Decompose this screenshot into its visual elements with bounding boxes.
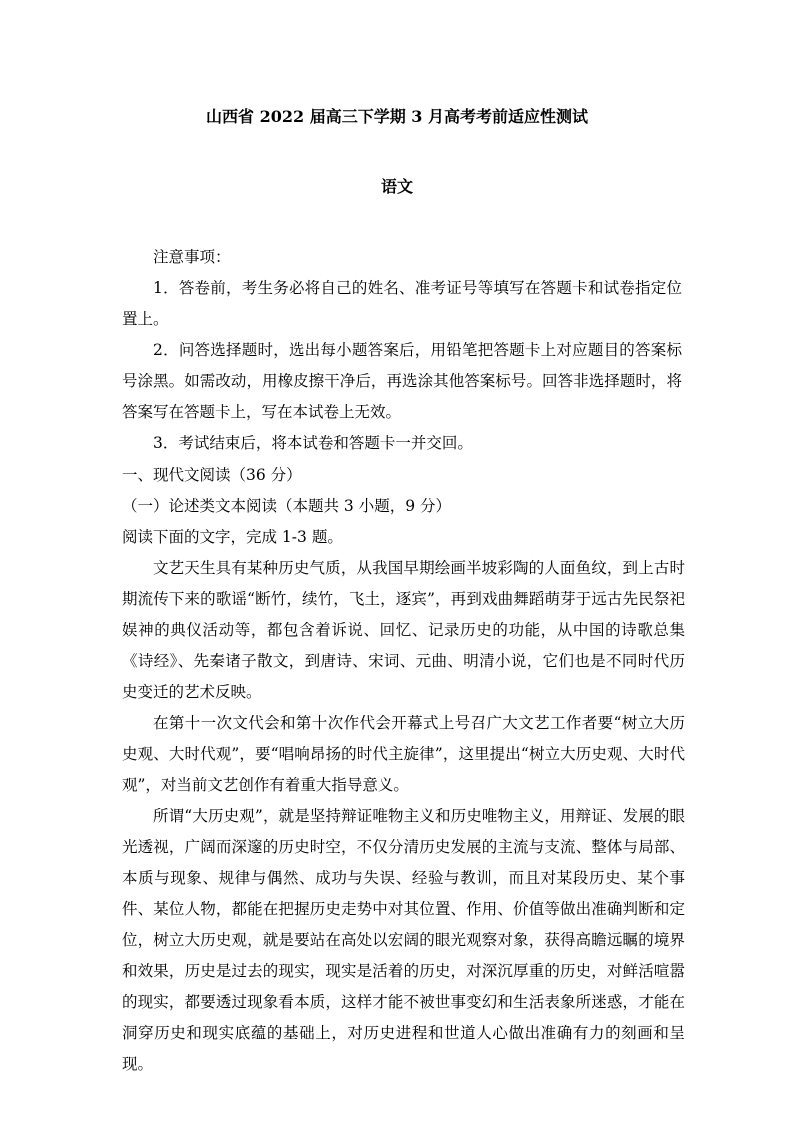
passage-paragraph-2: 在第十一次文代会和第十次作代会开幕式上号召广大文艺工作者要“树立大历史观、大时代观”，要“唱响昂扬的时代主旋律”，这里提出“树立大历史观、大时代观”，对当前文艺创作有着重大指导意义。 [122, 714, 685, 794]
exam-title: 山西省 2022 届高三下学期 3 月高考考前适应性测试 [206, 107, 588, 126]
reading-section [122, 460, 682, 553]
passage-paragraph-1: 文艺天生具有某种历史气质，从我国早期绘画半坡彩陶的人面鱼纹，到上古时期流传下来的歌谣“断竹，续竹，飞土，逐宾”，再到戏曲舞蹈萌芽于远古先民祭祀娱神的典仪活动等，都包含着诉说、回忆、记录历史的功能，从中国的诗歌总集《诗经》、先秦诸子散文，到唐诗、宋词、元曲、明清小说，它们也是不同时代历史变迁的艺术反映。 [122, 559, 685, 701]
passage-paragraph-3: 所谓“大历史观”，就是坚持辩证唯物主义和历史唯物主义，用辩证、发展的眼光透视，广阔而深邃的历史时空，不仅分清历史发展的主流与支流、整体与局部、本质与现象、规律与偶然、成功与失误、经验与教训，而且对某段历史、某个事件、某位人物，都能在把握历史走势中对其位置、作用、价值等做出准确判断和定位，树立大历史观，就是要站在高处以宏阔的眼光观察对象，获得高瞻远瞩的境界和效果，历史是过去的现实，现实是活着的历史，对深沉厚重的历史，对鲜活喧嚣的现实，都要透过现象看本质，这样才能不被世事变幻和生活表象所迷惑，才能在洞穿历史和现实底蕴的基础上，对历史进程和世道人心做出准确有力的刻画和呈现。 [122, 807, 685, 1073]
notice-section [122, 242, 682, 459]
subject-title: 语文 [380, 177, 413, 196]
notice-heading: 注意事项： [153, 248, 231, 266]
notice-item-1: 1．答卷前，考生务必将自己的姓名、准考证号等填写在答题卡和试卷指定位置上。 [122, 279, 682, 328]
subsection-heading: （一）论述类文本阅读（本题共 3 小题，9 分） [122, 497, 452, 515]
section-instruction: 阅读下面的文字，完成 1-3 题。 [122, 528, 343, 546]
section-heading: 一、现代文阅读（36 分） [122, 466, 302, 484]
notice-item-3: 3．考试结束后，将本试卷和答题卡一并交回。 [153, 434, 473, 452]
reading-passage [122, 553, 685, 1080]
notice-item-2: 2．问答选择题时，选出每小题答案后，用铅笔把答题卡上对应题目的答案标号涂黑。如需改动，用橡皮擦干净后，再选涂其他答案标号。回答非选择题时，将答案写在答题卡上，写在本试卷上无效。 [122, 341, 682, 421]
